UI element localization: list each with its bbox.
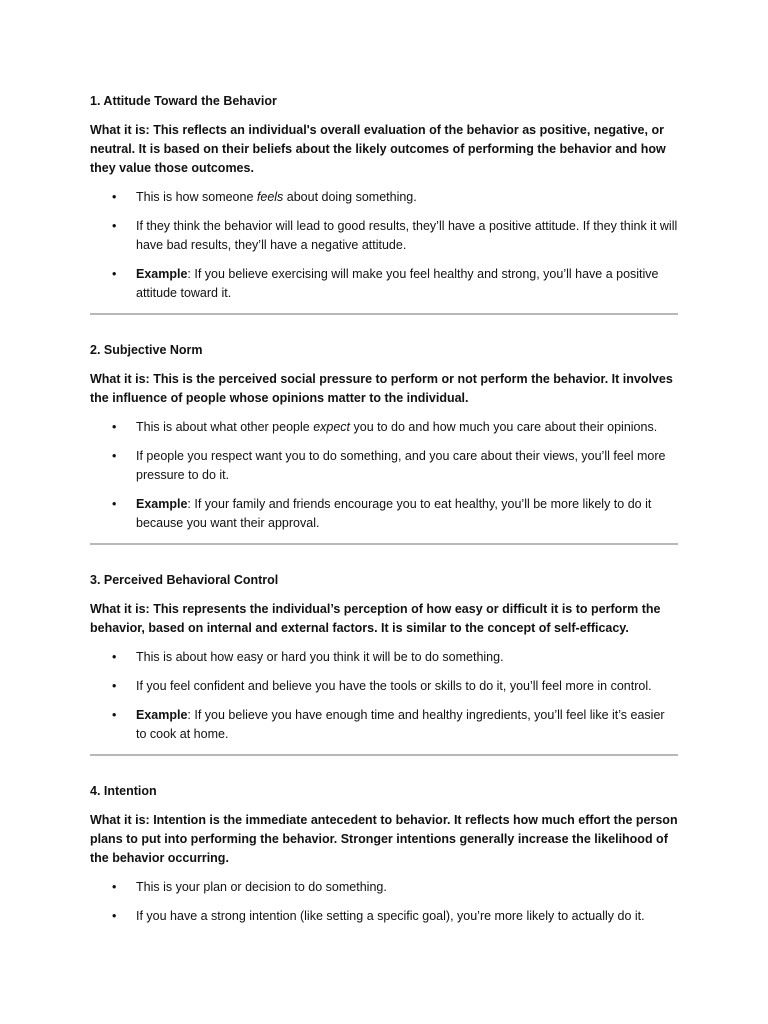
section-attitude [90, 92, 678, 303]
list-item-text: This is about how easy or hard you think it will be to do something. [136, 650, 504, 664]
list-item-text: : If your family and friends encourage you to eat healthy, you’ll be more likely to do it because you want their approval. [136, 497, 652, 530]
list-item [90, 677, 678, 696]
bullet-icon: • [112, 679, 117, 693]
list-item [90, 188, 678, 207]
bullet-icon: • [112, 708, 117, 722]
bullet-icon: • [112, 449, 117, 463]
bullet-list [90, 878, 678, 926]
emphasis-text: expect [313, 420, 351, 434]
example-label: Example [136, 497, 188, 511]
bullet-list [90, 418, 678, 533]
list-item-text: This is how someone [136, 190, 257, 204]
bullet-icon: • [112, 650, 117, 664]
list-item-text: : If you believe you have enough time and healthy ingredients, you’ll feel like it’s easier to cook at home. [136, 708, 665, 741]
section-intention [90, 782, 678, 926]
bullet-list [90, 188, 678, 303]
section-title: 2. Subjective Norm [90, 343, 203, 357]
bullet-list [90, 648, 678, 744]
list-item [90, 495, 678, 533]
section-perceived-control [90, 571, 678, 744]
list-item [90, 648, 678, 667]
bullet-icon: • [112, 880, 117, 894]
section-title: 3. Perceived Behavioral Control [90, 573, 279, 587]
list-item-text: This is your plan or decision to do something. [136, 880, 387, 894]
emphasis-text: feels [256, 190, 284, 204]
list-item [90, 706, 678, 744]
bullet-icon: • [112, 219, 117, 233]
list-item [90, 418, 678, 437]
section-definition: What it is: This is the perceived social pressure to perform or not perform the behavior. It involves the influence of people whose opinions matter to the individual. [90, 372, 673, 405]
list-item [90, 878, 678, 897]
list-item-text: This is about what other people [136, 420, 314, 434]
example-label: Example [136, 708, 188, 722]
example-label: Example [136, 267, 188, 281]
bullet-icon: • [112, 909, 117, 923]
list-item-text: : If you believe exercising will make you feel healthy and strong, you’ll have a positive attitude toward it. [136, 267, 659, 300]
document-content [90, 92, 678, 936]
list-item-text: If you feel confident and believe you have the tools or skills to do it, you’ll feel more in control. [136, 679, 652, 693]
list-item [90, 447, 678, 485]
list-item [90, 907, 678, 926]
list-item-text: about doing something. [283, 190, 417, 204]
list-item-text: If people you respect want you to do something, and you care about their views, you’ll feel more pressure to do it. [136, 449, 666, 482]
bullet-icon: • [112, 190, 117, 204]
section-divider [90, 543, 678, 545]
section-divider [90, 754, 678, 756]
section-divider [90, 313, 678, 315]
section-definition: What it is: This reflects an individual's overall evaluation of the behavior as positive, negative, or neutral. It is based on their beliefs about the likely outcomes of performing the behavior and how they value those outcomes. [90, 123, 666, 175]
section-subjective-norm [90, 341, 678, 533]
bullet-icon: • [112, 497, 117, 511]
list-item-text: you to do and how much you care about their opinions. [350, 420, 658, 434]
list-item [90, 217, 678, 255]
section-title: 4. Intention [90, 784, 157, 798]
section-title: 1. Attitude Toward the Behavior [90, 94, 277, 108]
bullet-icon: • [112, 267, 117, 281]
section-definition: What it is: Intention is the immediate antecedent to behavior. It reflects how much effort the person plans to put into performing the behavior. Stronger intentions generally increase the likelihood of the behavior occurring. [90, 813, 678, 865]
list-item-text: If they think the behavior will lead to good results, they’ll have a positive attitude. If they think it will have bad results, they’ll have a negative attitude. [136, 219, 678, 252]
list-item-text: If you have a strong intention (like setting a specific goal), you’re more likely to actually do it. [136, 909, 645, 923]
list-item [90, 265, 678, 303]
section-definition: What it is: This represents the individual’s perception of how easy or difficult it is to perform the behavior, based on internal and external factors. It is similar to the concept of self-efficacy. [90, 602, 661, 635]
bullet-icon: • [112, 420, 117, 434]
